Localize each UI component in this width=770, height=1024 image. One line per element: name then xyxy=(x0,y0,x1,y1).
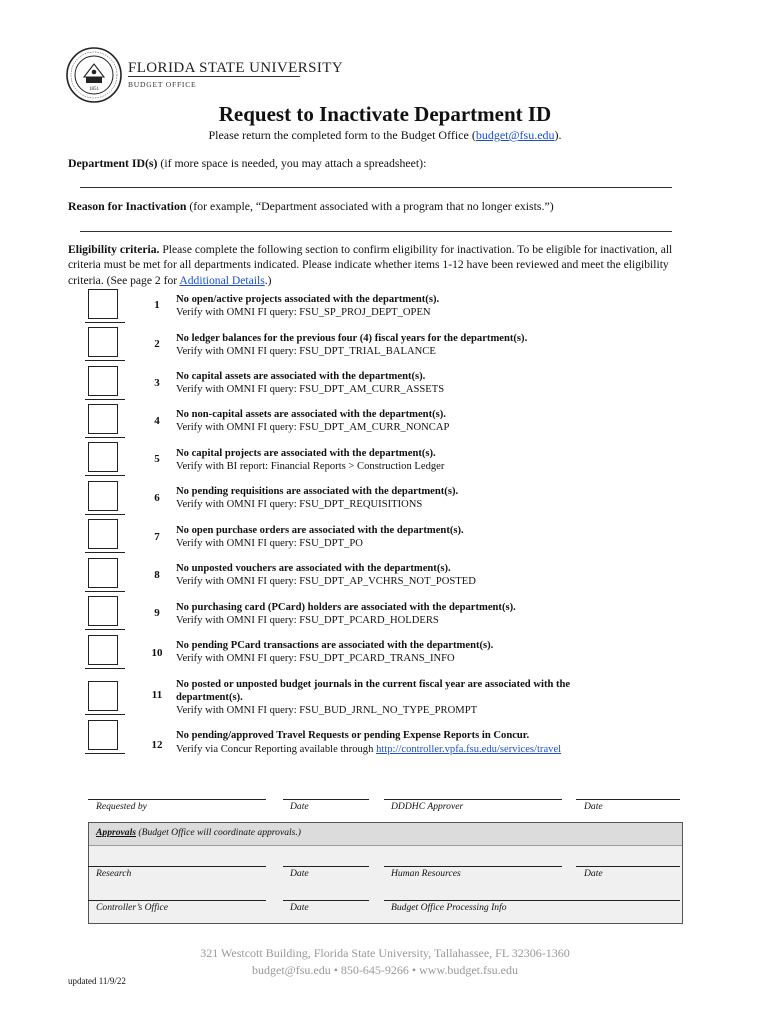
item-verify: Verify with OMNI FI query: FSU_DPT_AM_CURR_NONCAP xyxy=(176,422,450,433)
checkbox-box[interactable] xyxy=(88,596,118,626)
item-verify: Verify with OMNI FI query: FSU_DPT_REQUISITIONS xyxy=(176,499,423,510)
checkbox-underline xyxy=(85,668,125,669)
item-title: No non-capital assets are associated with the department(s). xyxy=(176,409,446,420)
item-verify: Verify with OMNI FI query: FSU_DPT_PCARD_TRANS_INFO xyxy=(176,653,455,664)
dept-id-label xyxy=(68,156,426,171)
research-label: Research xyxy=(96,868,132,879)
concur-travel-link[interactable]: http://controller.vpfa.fsu.edu/services/travel xyxy=(376,744,562,755)
item-title: No pending PCard transactions are associated with the department(s). xyxy=(176,640,494,651)
item-title: No capital assets are associated with the department(s). xyxy=(176,371,426,382)
item-title: No posted or unposted budget journals in the current fiscal year are associated with the department(s). xyxy=(176,679,571,703)
checkbox-box[interactable] xyxy=(88,327,118,357)
dddhc-approver-label: DDDHC Approver xyxy=(391,801,464,812)
item-title: No pending requisitions are associated with the department(s). xyxy=(176,486,459,497)
item-11-checkbox[interactable] xyxy=(85,681,125,713)
checkbox-underline xyxy=(85,360,125,361)
item-6-checkbox[interactable] xyxy=(85,481,125,513)
checkbox-underline xyxy=(85,753,125,754)
budget-email-link[interactable]: budget@fsu.edu xyxy=(475,128,555,142)
item-verify-text: Verify via Concur Reporting available through xyxy=(176,744,377,755)
logo-office-name: BUDGET OFFICE xyxy=(128,80,197,89)
item-verify xyxy=(176,744,646,757)
processing-info-line[interactable] xyxy=(384,900,680,901)
processing-info-label: Budget Office Processing Info xyxy=(391,902,507,913)
eligibility-label: Eligibility criteria. xyxy=(68,243,160,256)
controllers-office-label: Controller’s Office xyxy=(96,902,169,913)
additional-details-link[interactable]: Additional Details xyxy=(179,273,265,287)
item-title: No open/active projects associated with the department(s). xyxy=(176,294,440,305)
item-7-checkbox[interactable] xyxy=(85,519,125,551)
checkbox-box[interactable] xyxy=(88,366,118,396)
item-9-checkbox[interactable] xyxy=(85,596,125,628)
checkbox-underline xyxy=(85,514,125,515)
date-label: Date xyxy=(584,868,603,879)
checkbox-box[interactable] xyxy=(88,635,118,665)
checkbox-box[interactable] xyxy=(88,442,118,472)
item-1-checkbox[interactable] xyxy=(85,289,125,321)
item-title: No unposted vouchers are associated with the department(s). xyxy=(176,563,451,574)
date-label: Date xyxy=(290,902,309,913)
item-4-checkbox[interactable] xyxy=(85,404,125,436)
reason-label xyxy=(68,199,554,214)
dept-id-label-bold: Department ID(s) xyxy=(68,156,158,170)
reason-label-bold: Reason for Inactivation xyxy=(68,199,187,213)
item-8-checkbox[interactable] xyxy=(85,558,125,590)
item-number: 11 xyxy=(151,689,163,701)
item-verify: Verify with OMNI FI query: FSU_DPT_PCARD_HOLDERS xyxy=(176,615,439,626)
fsu-seal-logo xyxy=(66,47,122,103)
updated-date: updated 11/9/22 xyxy=(68,976,126,986)
item-title: No capital projects are associated with the department(s). xyxy=(176,448,436,459)
date-label: Date xyxy=(290,868,309,879)
checkbox-underline xyxy=(85,322,125,323)
date-line[interactable] xyxy=(283,799,369,800)
checkbox-box[interactable] xyxy=(88,404,118,434)
svg-text:1851: 1851 xyxy=(89,87,99,92)
date-line[interactable] xyxy=(576,866,680,867)
subtitle-text: Please return the completed form to the Budget Office ( xyxy=(208,128,476,142)
date-label: Date xyxy=(584,801,603,812)
item-number: 1 xyxy=(154,299,160,311)
item-title: No ledger balances for the previous four (4) fiscal years for the department(s). xyxy=(176,333,528,344)
dept-id-hint: (if more space is needed, you may attach a spreadsheet): xyxy=(157,156,427,170)
checkbox-box[interactable] xyxy=(88,681,118,711)
item-2-checkbox[interactable] xyxy=(85,327,125,359)
item-verify: Verify with OMNI FI query: FSU_BUD_JRNL_NO_TYPE_PROMPT xyxy=(176,705,478,716)
approvals-note: (Budget Office will coordinate approvals.) xyxy=(135,827,302,838)
item-number: 6 xyxy=(154,492,160,504)
item-3-checkbox[interactable] xyxy=(85,366,125,398)
controllers-office-line[interactable] xyxy=(88,900,266,901)
dept-id-field[interactable] xyxy=(80,187,672,188)
item-title: No open purchase orders are associated with the department(s). xyxy=(176,525,464,536)
reason-field[interactable] xyxy=(80,231,672,232)
item-verify: Verify with OMNI FI query: FSU_SP_PROJ_DEPT_OPEN xyxy=(176,307,431,318)
item-verify: Verify with BI report: Financial Reports > Construction Ledger xyxy=(176,461,445,472)
eligibility-end: .) xyxy=(264,273,272,287)
requested-by-line[interactable] xyxy=(88,799,266,800)
checkbox-underline xyxy=(85,399,125,400)
footer-address: 321 Westcott Building, Florida State University, Tallahassee, FL 32306-1360 xyxy=(200,946,570,960)
research-line[interactable] xyxy=(88,866,266,867)
checkbox-underline xyxy=(85,591,125,592)
item-verify: Verify with OMNI FI query: FSU_DPT_AP_VCHRS_NOT_POSTED xyxy=(176,576,476,587)
item-number: 7 xyxy=(154,531,160,543)
item-number: 10 xyxy=(151,647,163,659)
form-title: Request to Inactivate Department ID xyxy=(218,102,552,126)
human-resources-label: Human Resources xyxy=(391,868,461,879)
logo-university-name: FLORIDA STATE UNIVERSITY xyxy=(128,60,344,76)
logo-divider xyxy=(128,76,300,77)
checkbox-box[interactable] xyxy=(88,519,118,549)
checkbox-box[interactable] xyxy=(88,558,118,588)
dddhc-approver-line[interactable] xyxy=(384,799,562,800)
checkbox-underline xyxy=(85,552,125,553)
checkbox-underline xyxy=(85,714,125,715)
form-subtitle xyxy=(0,128,770,143)
item-verify: Verify with OMNI FI query: FSU_DPT_PO xyxy=(176,538,363,549)
item-number: 2 xyxy=(154,338,160,350)
eligibility-criteria-text xyxy=(68,242,704,288)
approvals-heading xyxy=(96,827,301,838)
item-number: 8 xyxy=(154,569,160,581)
requested-by-label: Requested by xyxy=(96,801,147,812)
item-title: No pending/approved Travel Requests or pending Expense Reports in Concur. xyxy=(176,730,530,741)
checkbox-underline xyxy=(85,629,125,630)
item-number: 12 xyxy=(151,739,163,751)
item-title: No purchasing card (PCard) holders are associated with the department(s). xyxy=(176,602,516,613)
item-number: 3 xyxy=(154,377,160,389)
date-label: Date xyxy=(290,801,309,812)
date-line[interactable] xyxy=(576,799,680,800)
checkbox-underline xyxy=(85,437,125,438)
item-number: 4 xyxy=(154,415,160,427)
approvals-label: Approvals xyxy=(96,827,136,838)
human-resources-line[interactable] xyxy=(384,866,562,867)
footer-contact: budget@fsu.edu • 850-645-9266 • www.budget.fsu.edu xyxy=(252,963,518,977)
checkbox-box[interactable] xyxy=(88,481,118,511)
checkbox-box[interactable] xyxy=(88,720,118,750)
subtitle-end: ). xyxy=(554,128,562,142)
item-verify: Verify with OMNI FI query: FSU_DPT_TRIAL_BALANCE xyxy=(176,346,436,357)
checkbox-box[interactable] xyxy=(88,289,118,319)
item-number: 5 xyxy=(154,453,160,465)
item-number: 9 xyxy=(154,607,160,619)
item-12-checkbox[interactable] xyxy=(85,720,125,752)
item-verify: Verify with OMNI FI query: FSU_DPT_AM_CURR_ASSETS xyxy=(176,384,445,395)
item-10-checkbox[interactable] xyxy=(85,635,125,667)
date-line[interactable] xyxy=(283,866,369,867)
date-line[interactable] xyxy=(283,900,369,901)
checkbox-underline xyxy=(85,475,125,476)
eligibility-body: Please complete the following section to confirm eligibility for inactivation. To be eligible for inactivation, all criteria must be met for all departments indicated. Please indicate whether items 1-12 have been reviewed and meet the eligibility criteria. (See page 2 for xyxy=(68,243,673,287)
item-5-checkbox[interactable] xyxy=(85,442,125,474)
reason-hint: (for example, “Department associated with a program that no longer exists.”) xyxy=(186,199,554,213)
